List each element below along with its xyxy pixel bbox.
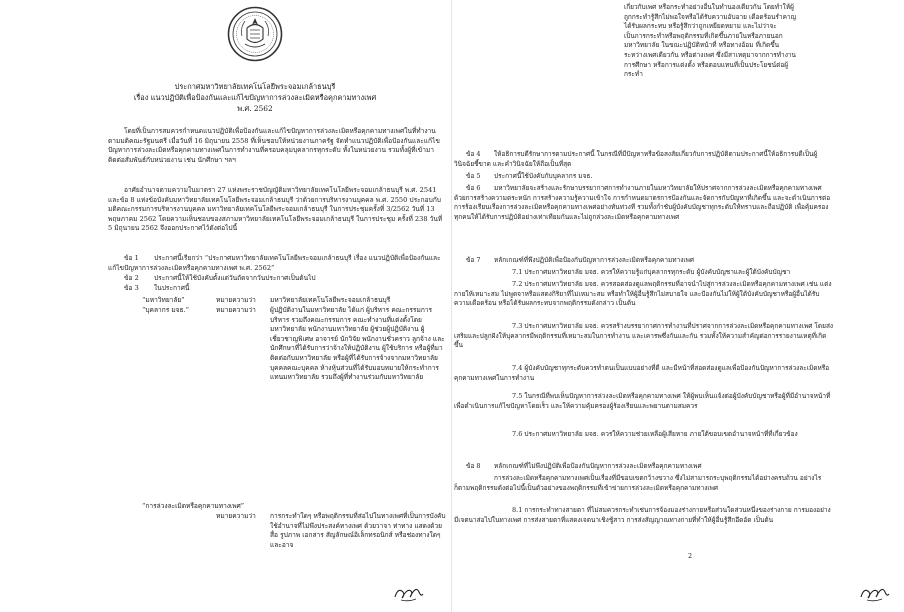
clause-8-body: การล่วงละเมิดหรือคุกคามทางเพศเป็นเรื่องที่มีขอบเขตกว้างขวาง ซึ่งไม่สามารถระบุพฤติกรรมได้อย่างครบถ้วน อย่างไรก็ตามพฤติกรรมดังต่อไปนี้เป็นตัวอย่างของพฤติกรรมที่เข้าข่ายการล่วงละเมิดหรือคุกคามทางเพศ — [454, 474, 822, 492]
clause-5-text: ประกาศนี้ใช้บังคับกับบุคลากร มจธ. — [494, 172, 593, 180]
definition-body-personnel: ผู้ปฏิบัติงานในมหาวิทยาลัย ได้แก่ ผู้บริหาร คณะกรรมการบริหาร รวมถึงคณะกรรมการ คณะทำงานที่แต่งตั้งโดยมหาวิทยาลัย พนักงานมหาวิทยาลัย ผู้ช่วยผู้ปฏิบัติงาน ผู้เชี่ยวชาญพิเศษ อาจารย์ นักวิจัย พนักงานชั่วคราว ลูกจ้าง และนักศึกษาที่ได้รับการว่าจ้างให้ปฏิบัติงาน ผู้ใช้บริการ หรือผู้ที่มาติดต่อกับมหาวิทยาลัย หรือผู้ที่ได้รับการจ้างจากมหาวิทยาลัย บุคคลคณะบุคคล ห้างหุ้นส่วนที่ได้รับมอบหมายให้กระทำการแทนมหาวิทยาลัย รวมถึงผู้ที่ทำงานร่วมกับมหาวิทยาลัย — [270, 306, 445, 382]
clause-4-number: ข้อ 4 — [466, 150, 481, 158]
clause-1-text: ประกาศนี้เรียกว่า “ประกาศมหาวิทยาลัยเทคโนโลยีพระจอมเกล้าธนบุรี เรื่อง แนวปฏิบัติเพื่อป้องกันและแก้ไขปัญหาการล่วงละเมิดหรือคุกคามทางเพศ พ.ศ. 2562” — [108, 254, 441, 272]
clause-7-1: 7.1 ประกาศมหาวิทยาลัย มจธ. ควรให้ความรู้แก่บุคลากรทุกระดับ ผู้บังคับบัญชาและผู้ใต้บังคับบัญชา — [512, 268, 791, 276]
authority-paragraph: อาศัยอำนาจตามความในมาตรา 27 แห่งพระราชบัญญัติมหาวิทยาลัยเทคโนโลยีพระจอมเกล้าธนบุรี พ.ศ. 2541 และข้อ 8 แห่งข้อบังคับมหาวิทยาลัยเทคโนโลยีพระจอมเกล้าธนบุรี ว่าด้วยการบริหารงานบุคคล พ.ศ. 2550 ประกอบกับมติคณะกรรมการบริหารงานบุคคล มหาวิทยาลัยเทคโนโลยีพระจอมเกล้าธนบุรี ในการประชุมครั้งที่ 3/2562 วันที่ 13 พฤษภาคม 2562 โดยความเห็นชอบของสภามหาวิทยาลัยเทคโนโลยีพระจอมเกล้าธนบุรี ในการประชุม ครั้งที่ 238 วันที่ 5 มิถุนายน 2562 จึงออกประกาศไว้ดังต่อไปนี้ — [108, 186, 443, 233]
signature-initials — [858, 582, 892, 604]
clause-3-text: ในประกาศนี้ — [154, 284, 190, 292]
clause-7-5: 7.5 ในกรณีที่พบเห็นปัญหาการล่วงละเมิดหรือคุกคามทางเพศ ให้ผู้พบเห็นแจ้งต่อผู้บังคับบัญชาหรือผู้ที่มีอำนาจหน้าที่ เพื่อดำเนินการแก้ไขปัญหาโดยเร็ว และให้ความคุ้มครองผู้ร้องเรียนและพยานตามสมควร — [454, 392, 831, 410]
clause-5-number: ข้อ 5 — [466, 172, 481, 180]
definition-harassment-continued: เกี่ยวกับเพศ หรือกระทำอย่างอื่นในทำนองเดียวกัน โดยทำให้ผู้ถูกกระทำรู้สึกไม่พอใจหรือได้รับความอับอาย เดือดร้อนรำคาญ ได้รับผลกระทบ หรือรู้สึกว่าถูกเหยียดหยาม และไม่ว่าจะเป็นการกระทำหรือพฤติกรรมที่เกิดขึ้นภายในหรือภายนอกมหาวิทยาลัย ในขณะปฏิบัติหน้าที่ หรือทางอ้อม ที่เกิดขึ้นระหว่างเพศเดียวกัน หรือต่างเพศ ซึ่งมีสาเหตุมาจากการทำงาน การศึกษา หรือการแต่งตั้ง หรือตอบแทนที่เป็นประโยชน์ต่อผู้กระทำ — [624, 3, 797, 79]
preamble-paragraph: โดยที่เป็นการสมควรกำหนดแนวปฏิบัติเพื่อป้องกันและแก้ไขปัญหาการล่วงละเมิดหรือคุกคามทางเพศในที่ทำงานตามมติคณะรัฐมนตรี เมื่อวันที่ 16 มิถุนายน 2558 ที่เห็นชอบให้หน่วยงานภาครัฐ จัดทำแนวปฏิบัติเพื่อป้องกันและแก้ไขปัญหาการล่วงละเมิดหรือคุกคามทางเพศในการทำงานที่ครอบคลุมบุคลากรทุกระดับ ทั้งในหน่วยงาน รวมทั้งผู้ที่เข้ามาติดต่อสัมพันธ์กับหน่วยงาน เช่น นักศึกษา ฯลฯ — [108, 127, 440, 164]
definition-term-harassment: “การล่วงละเมิดหรือคุกคามทางเพศ” — [142, 502, 245, 510]
definition-body-university: มหาวิทยาลัยเทคโนโลยีพระจอมเกล้าธนบุรี — [270, 296, 391, 304]
signature-mark — [858, 582, 892, 604]
clause-7-6: 7.6 ประกาศมหาวิทยาลัย มจธ. ควรให้ความช่วยเหลือผู้เสียหาย ภายใต้ขอบเขตอำนาจหน้าที่ที่เกี่ยวข้อง — [512, 430, 798, 438]
page-2 — [452, 0, 904, 612]
clause-8-1: 8.1 การกระทำทางสายตา ที่ไม่สมควรกระทำเช่นการจ้องมองร่างกายหรือส่วนใดส่วนหนึ่งของร่างกาย การมองอย่างมีเจตนาส่อไปในทางเพศ การส่งสายตาที่แสดงเจตนาเชิงชู้สาว การส่งสัญญาณทางกายที่ทำให้ผู้อื่นรู้สึกอึดอัด เป็นต้น — [454, 506, 831, 524]
university-seal — [227, 6, 283, 62]
clause-1-number: ข้อ 1 — [124, 254, 139, 262]
clause-7-text: หลักเกณฑ์ที่พึงปฏิบัติเพื่อป้องกันปัญหาการล่วงละเมิดหรือคุกคามทางเพศ — [494, 256, 695, 264]
definition-means-harassment: หมายความว่า — [216, 512, 256, 520]
definition-term-personnel: “บุคลากร มจธ.” — [142, 306, 190, 314]
clause-8-number: ข้อ 8 — [466, 462, 481, 470]
title-line-1: ประกาศมหาวิทยาลัยเทคโนโลยีพระจอมเกล้าธนบุรี — [174, 82, 336, 91]
page-number: 2 — [688, 552, 693, 560]
clause-8-text: หลักเกณฑ์ที่ไม่พึงปฏิบัติเพื่อป้องกันปัญหาการล่วงละเมิดหรือคุกคามทางเพศ — [494, 462, 702, 470]
definition-means-university: หมายความว่า — [216, 296, 256, 304]
definition-body-harassment: การกระทำใดๆ หรือพฤติกรรมที่ส่อไปในทางเพศที่เป็นการบังคับ ใช้อำนาจที่ไม่พึงประสงค์ทางเพศ ด้วยวาจา ท่าทาง แสดงด้วยสื่อ รูปภาพ เอกสาร สัญลักษณ์อิเล็กทรอนิกส์ หรือช่องทางใดๆ และอาจ — [270, 512, 446, 549]
clause-6-text: มหาวิทยาลัยจะสร้างและรักษาบรรยากาศการทำงานภายในมหาวิทยาลัยให้ปราศจากการล่วงละเมิดหรือคุกคามทางเพศ ด้วยการสร้างความตระหนัก การสร้างความรู้ความเข้าใจ การกำหนดมาตรการป้องกันและจัดการกับปัญหาที่เกิดขึ้น และจะดำเนินการต่อการร้องเรียนเรื่องการล่วงละเมิดหรือคุกคามทางเพศอย่างทันท่วงที รวมทั้งกำชับผู้บังคับบัญชาทุกระดับให้ทราบและถือปฏิบัติ เพื่อคุ้มครองทุกคนให้ได้รับการปฏิบัติอย่างเท่าเทียมกันและไม่ถูกล่วงละเมิดหรือคุกคามทางเพศ — [454, 184, 831, 221]
clause-2-number: ข้อ 2 — [124, 274, 139, 282]
definition-means-personnel: หมายความว่า — [216, 306, 256, 314]
signature-mark — [392, 582, 426, 604]
title-line-3: พ.ศ. 2562 — [237, 104, 273, 113]
title-line-2: เรื่อง แนวปฏิบัติเพื่อป้องกันและแก้ไขปัญหาการล่วงละเมิดหรือคุกคามทางเพศ — [133, 93, 377, 102]
clause-7-3: 7.3 ประกาศมหาวิทยาลัย มจธ. ควรสร้างบรรยากาศการทำงานที่ปราศจากการล่วงละเมิดหรือคุกคามทางเพศ โดยส่งเสริมและปลูกฝังให้บุคลากรมีพฤติกรรมที่เหมาะสมในการทำงาน และเคารพซึ่งกันและกัน รวมทั้งให้ความสำคัญต่อการรายงานเหตุที่เกิดขึ้น — [454, 322, 834, 350]
definition-term-university: “มหาวิทยาลัย” — [142, 296, 185, 304]
signature-initials — [392, 582, 426, 604]
clause-7-4: 7.4 ผู้บังคับบัญชาทุกระดับควรทำตนเป็นแบบอย่างที่ดี และมีหน้าที่สอดส่องดูแลเพื่อป้องกันปัญหาการล่วงละเมิดหรือคุกคามทางเพศในการทำงาน — [454, 364, 830, 382]
clause-7-number: ข้อ 7 — [466, 256, 481, 264]
clause-6-number: ข้อ 6 — [466, 184, 481, 192]
clause-3-number: ข้อ 3 — [124, 284, 139, 292]
clause-7-2: 7.2 ประกาศมหาวิทยาลัย มจธ. ควรสอดส่องดูแลพฤติกรรมที่อาจนำไปสู่การล่วงละเมิดหรือคุกคามทางเพศ เช่น แต่งกายให้เหมาะสม ไม่พูดจาหรือแสดงกิริยาที่ไม่เหมาะสม หรือทำให้ผู้อื่นรู้สึกไม่สบายใจ และป้องกันไม่ให้ผู้ใต้บังคับบัญชาหรือผู้อื่นได้รับความเดือดร้อน หรือได้รับผลกระทบจากพฤติกรรมดังกล่าว เป็นต้น — [454, 280, 832, 308]
clause-4-text: ให้อธิการบดีรักษาการตามประกาศนี้ ในกรณีที่มีปัญหาหรือข้อสงสัยเกี่ยวกับการปฏิบัติตามประกาศนี้ให้อธิการบดีเป็นผู้วินิจฉัยชี้ขาด และคำวินิจฉัยให้ถือเป็นที่สุด — [454, 150, 818, 168]
university-seal-emblem — [227, 6, 283, 62]
clause-2-text: ประกาศนี้ให้ใช้บังคับตั้งแต่วันถัดจากวันประกาศเป็นต้นไป — [154, 274, 316, 282]
